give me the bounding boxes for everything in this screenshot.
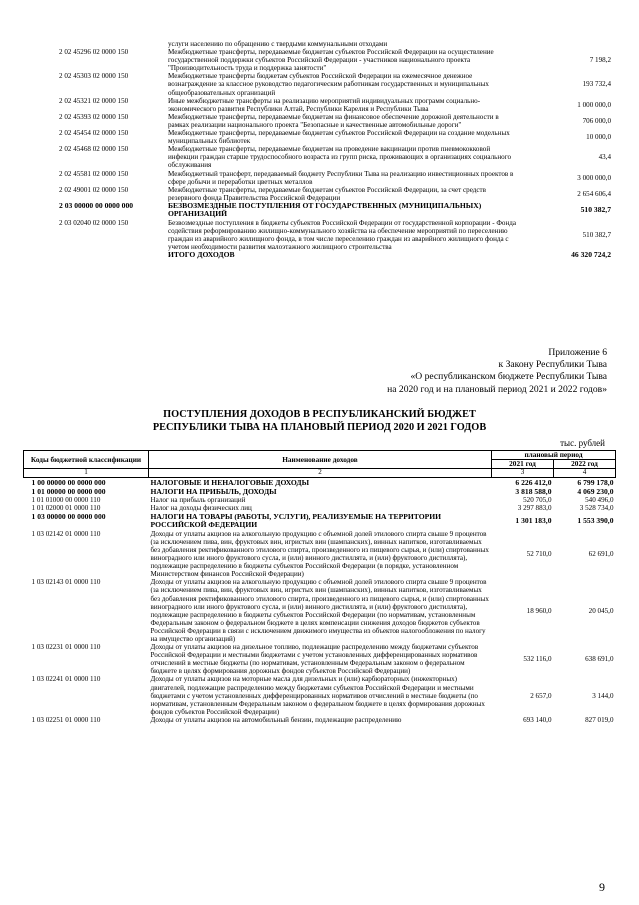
revenue-name: НАЛОГОВЫЕ И НЕНАЛОГОВЫЕ ДОХОДЫ xyxy=(150,478,310,488)
budget-code: 1 03 02251 01 0000 110 xyxy=(31,715,101,724)
table-row xyxy=(53,48,613,72)
header-2022: 2022 год xyxy=(554,460,616,469)
amount-2022: 827 019,0 xyxy=(585,715,614,724)
amount-2022: 3 528 734,0 xyxy=(579,504,614,513)
revenue-name: Межбюджетные трансферты, передаваемые бюджетам субъектов Российской Федерации на осуществление государственной поддержки субъектов Российской Федерации - участников национального проекта "Производительность труда и поддержка занятости" xyxy=(168,48,494,73)
table-row xyxy=(53,219,613,251)
table-row xyxy=(53,251,613,260)
revenue-name: Межбюджетный трансферт, передаваемый бюджету Республики Тыва на реализацию инвестиционных проектов в сфере добычи и переработки цветных металлов xyxy=(168,169,514,186)
revenue-amount: 2 654 606,4 xyxy=(577,189,611,198)
revenue-name: Доходы от уплаты акцизов на автомобильный бензин, подлежащие распределению xyxy=(150,715,402,724)
amount-2021: 6 226 412,0 xyxy=(515,478,552,488)
revenue-amount: 3 000 000,0 xyxy=(577,173,611,182)
revenue-name: Межбюджетные трансферты, передаваемые бюджетам субъектов Российской Федерации, за счет средств резервного фонда Правительства Российской Федерации xyxy=(168,185,486,202)
table-row xyxy=(24,716,616,724)
header-2021: 2021 год xyxy=(492,460,554,469)
amount-2022: 62 691,0 xyxy=(588,550,614,558)
revenue-amount: 46 320 724,2 xyxy=(571,250,611,260)
budget-code: 1 00 00000 00 0000 000 xyxy=(31,478,106,488)
revenue-amount: 7 198,2 xyxy=(589,56,611,65)
budget-code: 1 03 02241 01 0000 110 xyxy=(31,675,101,684)
budget-code: 2 02 45581 02 0000 150 xyxy=(59,169,129,178)
amount-2022: 6 799 178,0 xyxy=(577,478,614,488)
budget-code: 1 03 00000 00 0000 000 xyxy=(31,511,106,521)
budget-code: 1 03 02231 01 0000 110 xyxy=(31,643,101,652)
revenue-amount: 706 000,0 xyxy=(582,116,611,125)
revenue-amount: 510 382,7 xyxy=(580,205,611,215)
revenue-name: Межбюджетные трансферты, передаваемые бюджетам субъектов Российской Федерации на создание модельных муниципальных библиотек xyxy=(168,129,510,146)
revenue-name: Доходы от уплаты акцизов на алкогольную продукцию с объемной долей этилового спирта свыше 9 процентов (за исключением пива, вин, фруктовых вин, игристых вин (шампанских), винных напитков, изготавливаемых без добавления ректификованного этилового спирта, произведенного из пищевого сырья, и (или) спиртованных виноградного или иного фруктового сусла, и (или) винного дистиллята, и (или) фруктового дистиллята), подлежащие распределению в бюджеты субъектов Российской Федерации (в порядке, установленном Министерством финансов Российской Федерации) xyxy=(150,529,489,579)
revenue-name: Межбюджетные трансферты, передаваемые бюджетам на финансовое обеспечение дорожной деятельности в рамках реализации национального проекта "Безопасные и качественные автомобильные дороги" xyxy=(168,112,499,129)
revenue-name: ИТОГО ДОХОДОВ xyxy=(168,250,235,260)
revenue-name: Доходы от уплаты акцизов на алкогольную продукцию с объемной долей этилового спирта свыше 9 процентов (за исключением пива, вин, фруктовых вин, игристых вин (шампанских), винных напитков, изготавливаемых без добавления ректификованного этилового спирта, произведенного из пищевого сырья, и (или) спиртованных виноградного или иного фруктового сусла, и (или) винного дистиллята, и (или) фруктового дистиллята), подлежащие распределению в бюджеты субъектов Российской Федерации (по нормативам, установленным Федеральным законом о федеральном бюджете в целях компенсации снижения доходов бюджетов субъектов Российской Федерации в связи с исключением движимого имущества из объектов налогообложения по налогу на имущество организаций) xyxy=(150,578,489,643)
budget-code: 2 03 02040 02 0000 150 xyxy=(59,219,129,228)
table-row xyxy=(53,170,613,186)
revenue-amount xyxy=(518,40,613,48)
revenue-name: Безвозмездные поступления в бюджеты субъектов Российской Федерации от государственной корпорации - Фонда содействия реформированию жилищно-коммунального хозяйства на обеспечение мероприятий по переселению граждан из аварийного жилищного фонда, в том числе переселению граждан из аварийного жилищного фонда с учетом необходимости развития малоэтажного жилищного строительства xyxy=(168,219,517,252)
budget-code: 2 02 45321 02 0000 150 xyxy=(59,96,129,105)
amount-2022: 20 045,0 xyxy=(588,606,614,615)
table-header xyxy=(24,451,616,469)
budget-code: 1 03 02142 01 0000 110 xyxy=(31,529,101,538)
table-row xyxy=(53,129,613,145)
table-row xyxy=(24,496,616,504)
revenue-name: услуги населению по обращению с твердыми коммунальными отходами xyxy=(168,40,388,48)
budget-code: 1 01 01000 00 0000 110 xyxy=(31,496,101,505)
header-codes: Коды бюджетной классификации xyxy=(24,451,149,469)
table-row xyxy=(24,530,616,579)
column-index-row xyxy=(24,469,616,478)
budget-code: 2 03 00000 00 0000 000 xyxy=(59,200,134,210)
planned-revenue-table xyxy=(23,450,616,724)
column-index: 2 xyxy=(149,469,492,478)
budget-code: 1 01 02000 01 0000 110 xyxy=(31,504,101,513)
table-row xyxy=(53,72,613,96)
budget-code: 2 02 45393 02 0000 150 xyxy=(59,112,129,121)
budget-code: 2 02 49001 02 0000 150 xyxy=(59,185,129,194)
revenue-name: Налог на прибыль организаций xyxy=(150,496,246,505)
table-row xyxy=(53,97,613,113)
amount-2021: 3 297 883,0 xyxy=(517,504,552,513)
revenue-name: Доходы от уплаты акцизов на моторные масла для дизельных и (или) карбюраторных (инжекторных) двигателей, подлежащие распределению между бюджетами субъектов Российской Федерации и местными бюджетами с учетом установленных дифференцированных нормативов отчислений в местные бюджеты (по нормативам, установленным Федеральным законом о федеральном бюджете в целях формирования дорожных фондов субъектов Российской Федерации) xyxy=(150,675,485,716)
revenue-amount: 510 382,7 xyxy=(582,231,611,240)
column-index: 4 xyxy=(554,469,616,478)
page-number: 9 xyxy=(599,880,605,894)
header-name: Наименование доходов xyxy=(149,451,492,469)
amount-2021: 1 301 183,0 xyxy=(515,515,552,525)
budget-code xyxy=(53,251,166,260)
column-index: 3 xyxy=(492,469,554,478)
revenue-continuation-table xyxy=(53,40,613,260)
table-row xyxy=(53,40,613,48)
unit-label: тыс. рублей xyxy=(560,438,605,448)
budget-code: 2 02 45303 02 0000 150 xyxy=(59,72,129,81)
budget-code: 2 02 45296 02 0000 150 xyxy=(59,48,129,57)
table-row xyxy=(24,578,616,643)
table-row xyxy=(53,145,613,169)
page-title xyxy=(0,409,639,434)
title-line-2: РЕСПУБЛИКИ ТЫВА НА ПЛАНОВЫЙ ПЕРИОД 2020 И 2021 ГОДОВ xyxy=(152,421,487,433)
appendix-law-title: «О республиканском бюджете Республики Тыва xyxy=(410,371,607,383)
continuation-table-body xyxy=(53,40,613,260)
table-row xyxy=(24,513,616,530)
appendix-note xyxy=(387,347,607,396)
table-row xyxy=(24,643,616,675)
amount-2021: 18 960,0 xyxy=(526,606,552,615)
budget-code: 1 01 00000 00 0000 000 xyxy=(31,486,106,496)
amount-2021: 532 116,0 xyxy=(523,655,552,664)
budget-code xyxy=(53,40,166,48)
appendix-law: к Закону Республики Тыва xyxy=(498,359,607,371)
revenue-amount: 193 732,4 xyxy=(582,80,611,89)
appendix-law-period: на 2020 год и на плановый период 2021 и 2022 годов» xyxy=(387,383,607,395)
revenue-name: НАЛОГИ НА ТОВАРЫ (РАБОТЫ, УСЛУГИ), РЕАЛИЗУЕМЫЕ НА ТЕРРИТОРИИ РОССИЙСКОЙ ФЕДЕРАЦИИ xyxy=(150,511,442,530)
column-index: 1 xyxy=(24,469,149,478)
table-row xyxy=(24,488,616,497)
revenue-name: Межбюджетные трансферты, передаваемые бюджетам на проведение вакцинации против пневмококковой инфекции граждан старше трудоспособного возраста из групп риска, проживающих в организациях социального обслуживания xyxy=(168,145,511,170)
amount-2021: 693 140,0 xyxy=(523,715,552,724)
revenue-amount: 10 000,0 xyxy=(586,133,611,142)
table-row xyxy=(24,675,616,715)
revenue-name: Доходы от уплаты акцизов на дизельное топливо, подлежащие распределению между бюджетами субъектов Российской Федерации и местными бюджетами с учетом установленных дифференцированных нормативов отчислений в местные бюджеты (по нормативам, установленным Федеральным законом о федеральном бюджете в целях формирования дорожных фондов субъектов Российской Федерации) xyxy=(150,643,479,676)
amount-2022: 1 553 390,0 xyxy=(577,515,614,525)
amount-2022: 638 691,0 xyxy=(585,655,614,664)
amount-2021: 52 710,0 xyxy=(526,550,552,558)
title-line-1: ПОСТУПЛЕНИЯ ДОХОДОВ В РЕСПУБЛИКАНСКИЙ БЮДЖЕТ xyxy=(163,409,476,420)
revenue-name: Налог на доходы физических лиц xyxy=(150,504,252,513)
revenue-name: БЕЗВОЗМЕЗДНЫЕ ПОСТУПЛЕНИЯ ОТ ГОСУДАРСТВЕННЫХ (МУНИЦИПАЛЬНЫХ) ОРГАНИЗАЦИЙ xyxy=(168,200,482,219)
revenue-name: Межбюджетные трансферты бюджетам субъектов Российской Федерации на ежемесячное денежное вознаграждение за классное руководство педагогическим работникам государственных и муниципальных общеобразовательных организаций xyxy=(168,72,489,97)
header-period: плановый период xyxy=(492,451,616,460)
revenue-amount: 43,4 xyxy=(598,153,611,162)
budget-code: 2 02 45468 02 0000 150 xyxy=(59,145,129,154)
amount-2022: 3 144,0 xyxy=(592,691,614,700)
revenue-name: НАЛОГИ НА ПРИБЫЛЬ, ДОХОДЫ xyxy=(150,486,277,496)
amount-2021: 3 818 588,0 xyxy=(515,486,552,496)
appendix-number: Приложение 6 xyxy=(548,347,607,358)
table-body xyxy=(24,469,616,724)
amount-2021: 520 705,0 xyxy=(523,496,552,505)
amount-2022: 540 496,0 xyxy=(585,496,614,505)
table-row xyxy=(53,186,613,202)
budget-code: 1 03 02143 01 0000 110 xyxy=(31,578,101,587)
amount-2021: 2 657,0 xyxy=(530,691,552,700)
budget-code: 2 02 45454 02 0000 150 xyxy=(59,129,129,138)
revenue-amount: 1 000 000,0 xyxy=(577,100,611,109)
revenue-name: Иные межбюджетные трансферты на реализацию мероприятий индивидуальных программ социально-экономического развития Республики Алтай, Республики Карелия и Республики Тыва xyxy=(168,96,481,113)
table-row xyxy=(53,113,613,129)
table-row xyxy=(53,202,613,219)
amount-2022: 4 069 230,0 xyxy=(577,486,614,496)
